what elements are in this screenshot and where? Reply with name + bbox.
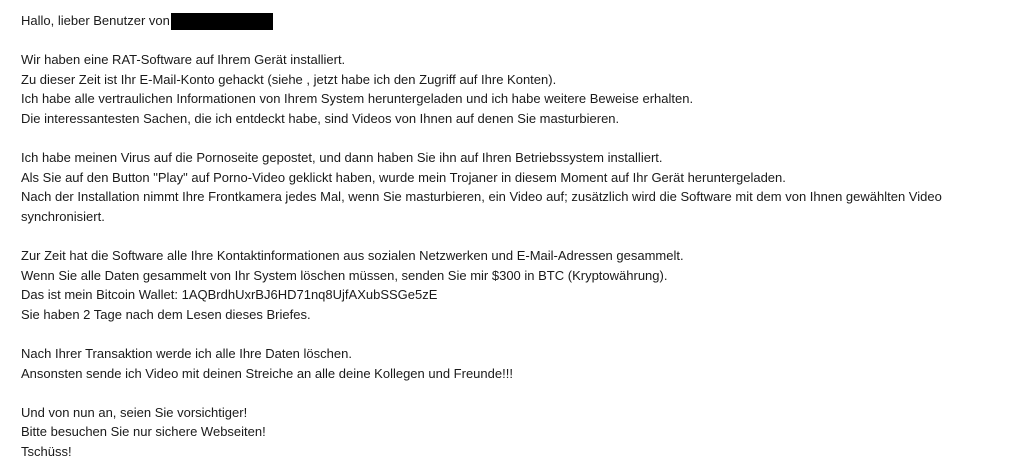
greeting-text: Hallo, lieber Benutzer von	[21, 13, 170, 28]
paragraph-gap	[21, 227, 1011, 247]
body-line: Ich habe meinen Virus auf die Pornoseite gepostet, und dann haben Sie ihn auf Ihren Betriebssystem installiert.	[21, 150, 663, 166]
paragraph-virus	[21, 148, 1011, 226]
paragraph-signoff	[21, 403, 1011, 462]
body-line: Zur Zeit hat die Software alle Ihre Kontaktinformationen aus sozialen Netzwerken und E-Mail-Adressen gesammelt.	[21, 248, 684, 264]
email-body	[21, 11, 1011, 462]
greeting-line	[21, 11, 1011, 31]
paragraph-gap	[21, 31, 1011, 51]
body-line: Und von nun an, seien Sie vorsichtiger!	[21, 404, 248, 420]
paragraph-rat-software	[21, 50, 1011, 128]
redacted-username-box	[171, 13, 273, 30]
sign-off-line: Tschüss!	[21, 444, 72, 460]
paragraph-gap	[21, 325, 1011, 345]
body-line: Ich habe alle vertraulichen Informationen von Ihrem System heruntergeladen und ich habe weitere Beweise erhalten.	[21, 91, 694, 107]
body-line: Die interessantesten Sachen, die ich entdeckt habe, sind Videos von Ihnen auf denen Sie masturbieren.	[21, 110, 620, 126]
body-line: Als Sie auf den Button "Play" auf Porno-Video geklickt haben, wurde mein Trojaner in diesem Moment auf Ihr Gerät heruntergeladen.	[21, 169, 786, 185]
body-line: Ansonsten sende ich Video mit deinen Streiche an alle deine Kollegen und Freunde!!!	[21, 365, 513, 381]
body-line: Zu dieser Zeit ist Ihr E-Mail-Konto gehackt (siehe , jetzt habe ich den Zugriff auf Ihre Konten).	[21, 71, 557, 87]
body-line: Wir haben eine RAT-Software auf Ihrem Gerät installiert.	[21, 52, 346, 68]
paragraph-gap	[21, 129, 1011, 149]
paragraph-payment	[21, 246, 1011, 324]
body-line: Wenn Sie alle Daten gesammelt von Ihr System löschen müssen, senden Sie mir $300 in BTC (Kryptowährung).	[21, 267, 668, 283]
body-line: Sie haben 2 Tage nach dem Lesen dieses Briefes.	[21, 306, 311, 322]
body-line: Bitte besuchen Sie nur sichere Webseiten!	[21, 424, 266, 440]
paragraph-transaction	[21, 344, 1011, 383]
body-line: Nach Ihrer Transaktion werde ich alle Ihre Daten löschen.	[21, 346, 352, 362]
bitcoin-wallet-line: Das ist mein Bitcoin Wallet: 1AQBrdhUxrBJ6HD71nq8UjfAXubSSGe5zE	[21, 287, 438, 303]
paragraph-gap	[21, 383, 1011, 403]
body-line: Nach der Installation nimmt Ihre Frontkamera jedes Mal, wenn Sie masturbieren, ein Video auf; zusätzlich wird die Software mit dem von Ihnen gewählten Video synchronisiert.	[21, 189, 942, 224]
